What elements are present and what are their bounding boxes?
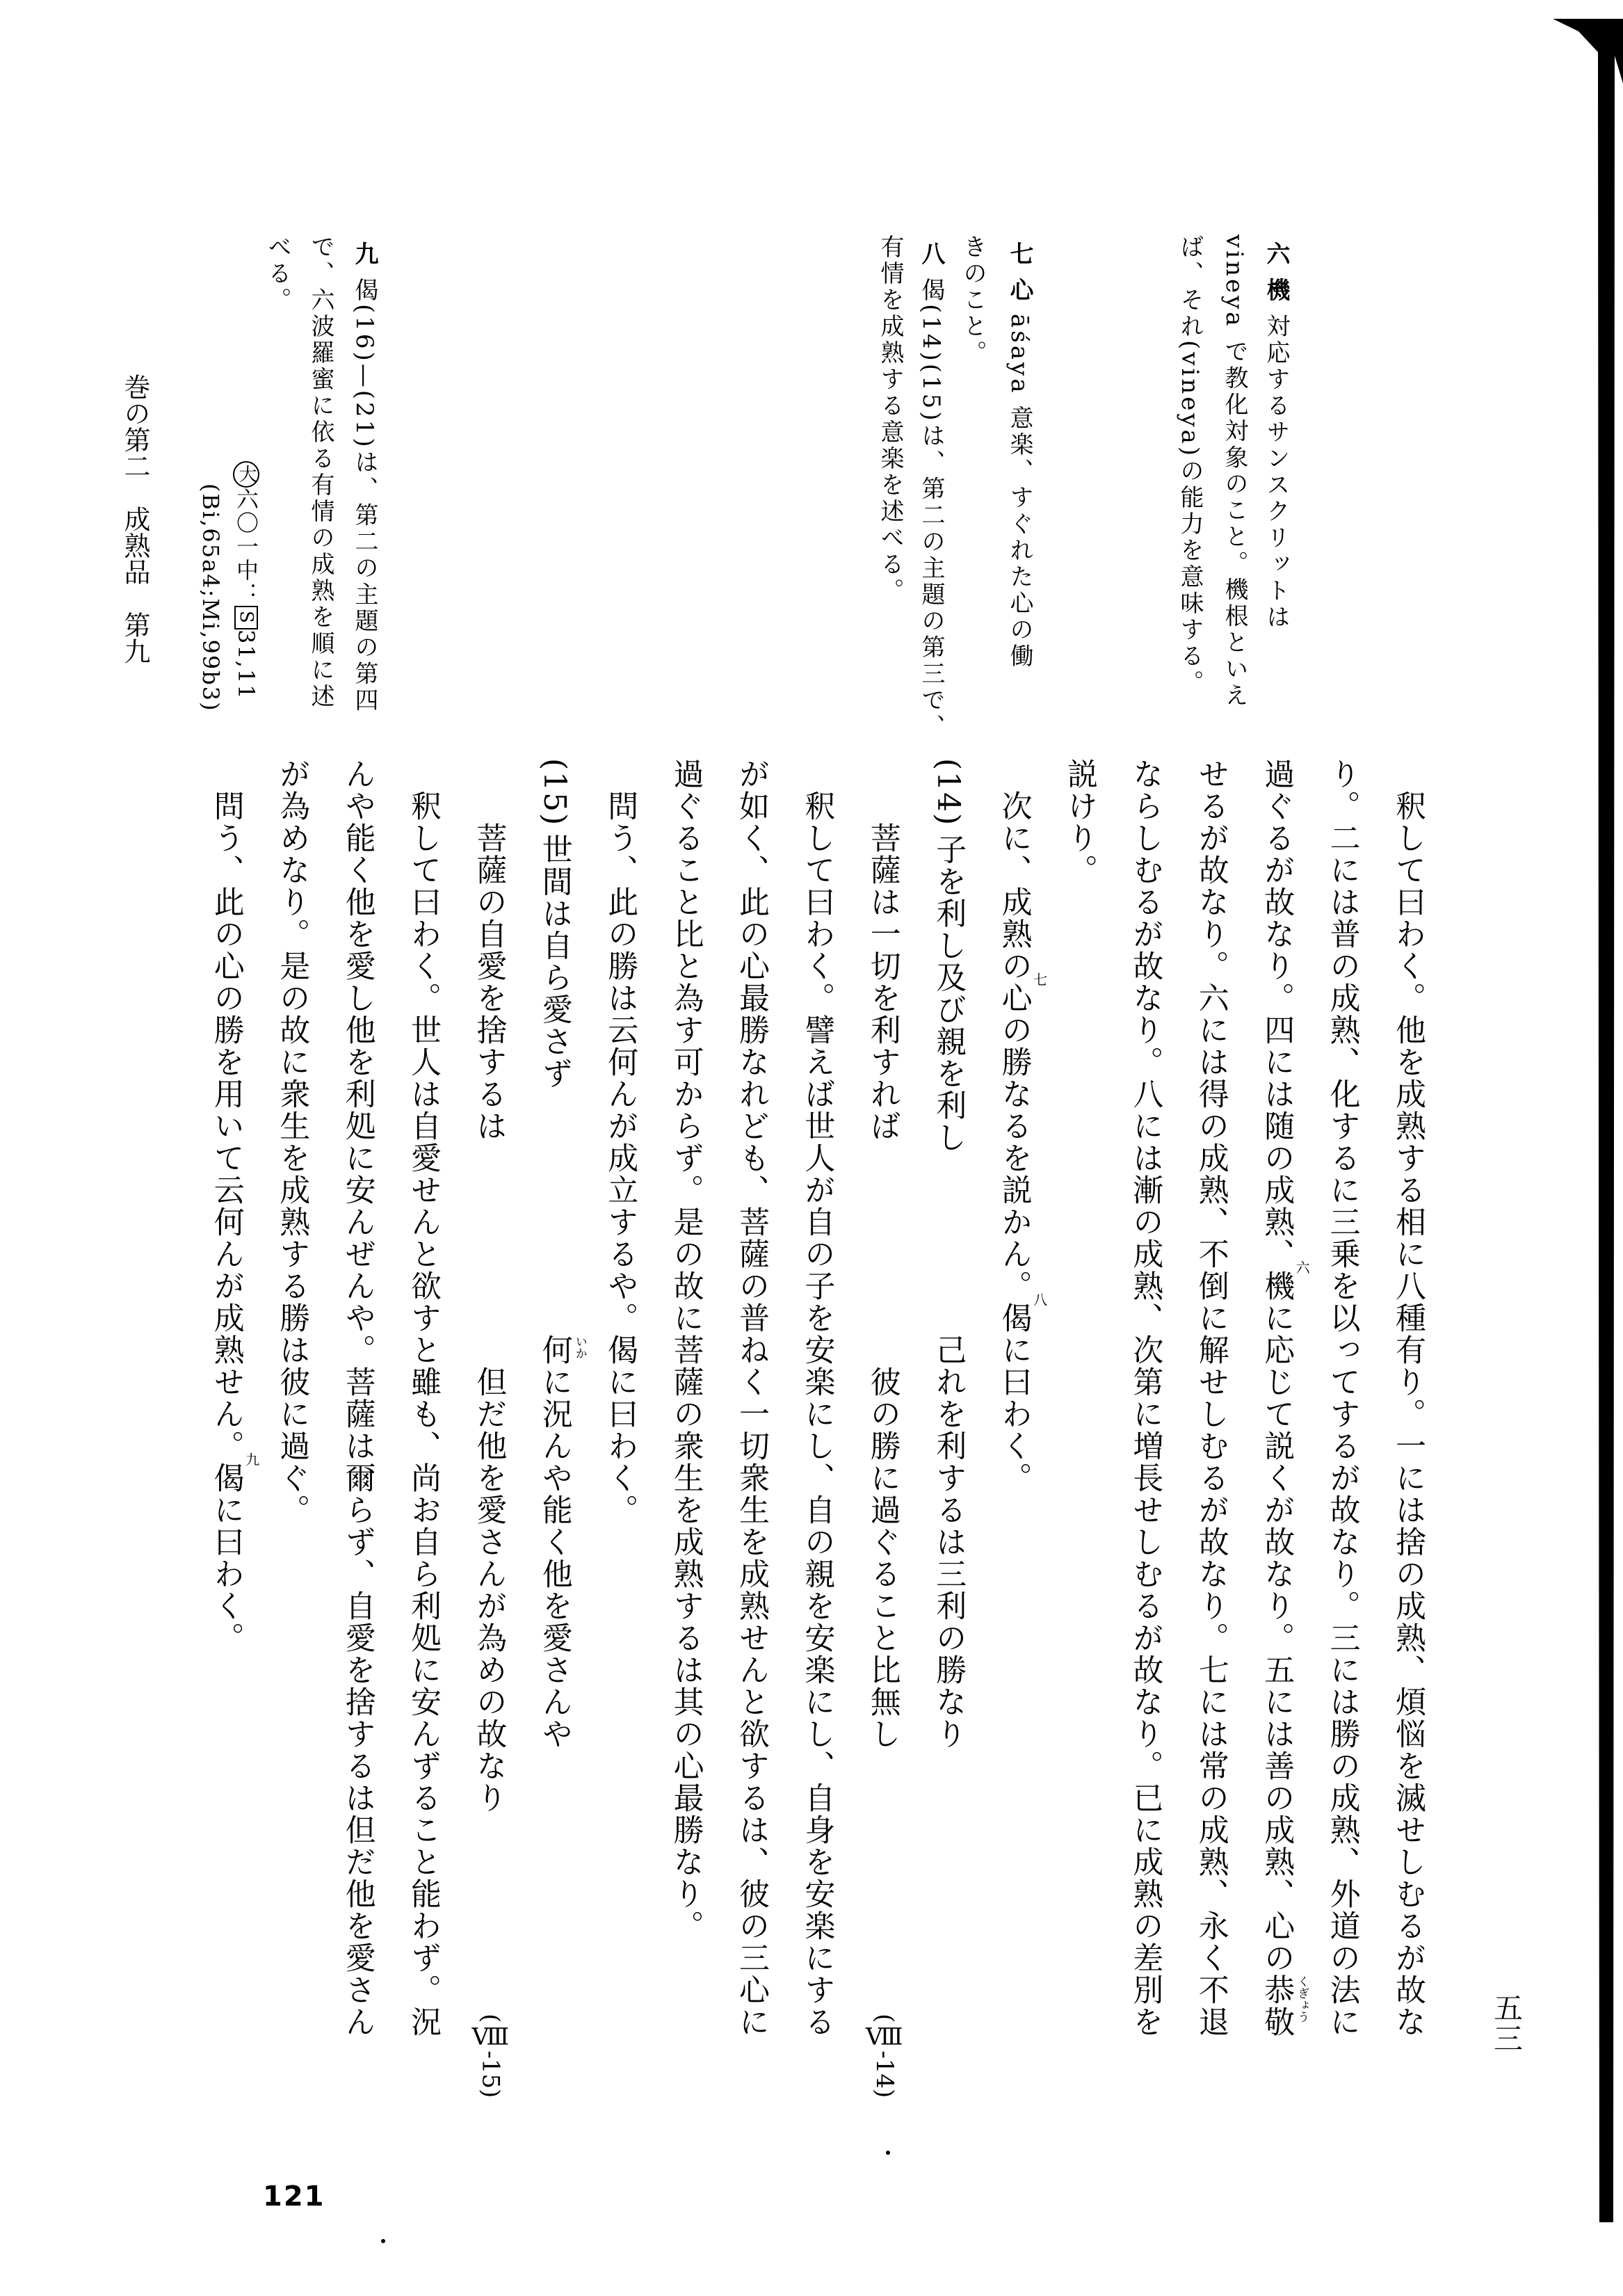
page-edge-bar	[1553, 19, 1623, 2222]
citation-other: (Bi,65a4;Mi,99b3)	[197, 483, 224, 712]
text-run: 説けり。	[1062, 758, 1097, 886]
s-ref: 31,11	[233, 629, 259, 700]
text-line	[1259, 758, 1311, 2038]
note-number: 六	[1262, 241, 1290, 268]
running-head: 巻の第二 成熟品 第九	[120, 374, 150, 664]
text-run: り。二には普の成熟、化するに三乗を以ってするが故なり。三には勝の成熟、外道の法に	[1324, 758, 1360, 2038]
note-number: 九	[350, 241, 378, 268]
note-line	[959, 234, 987, 367]
text-run: に曰わく。	[996, 1334, 1032, 1494]
note-text: 有情を成熟する意楽を述べる。	[876, 234, 904, 604]
note-line	[1176, 234, 1204, 696]
text-run: に曰わく。	[208, 1494, 244, 1654]
note-line	[264, 234, 291, 314]
note-line	[1220, 234, 1248, 709]
text-run: が如く、此の心最勝なれども、菩薩の普ねく一切衆生を成熟せんと欲するは、彼の三心に	[734, 758, 769, 2038]
text-line	[274, 758, 310, 1526]
text-run: 世間は自ら愛さず	[536, 833, 572, 1090]
text-run: 問う、此の勝は云何んが成立するや。偈に曰わく。	[602, 790, 638, 1526]
citation-taisho	[234, 461, 262, 700]
text-run: 釈して曰わく。譬えば世人が自の子を安楽にし、自の親を安楽にし、自身を安楽にする	[799, 790, 835, 2038]
note-text: āśaya 意楽、すぐれた心の働	[1006, 314, 1033, 671]
verse-line-lower	[864, 1366, 901, 1750]
note-line	[350, 241, 378, 714]
text-run: に況んや能く他を愛さんや	[536, 1366, 572, 1750]
note-term: 機	[1262, 278, 1290, 304]
verse-line-upper	[471, 822, 507, 1142]
note-marker: 八	[1031, 1292, 1048, 1306]
base-text: 偈	[996, 1302, 1032, 1334]
note-line	[1006, 241, 1033, 670]
note-text: べる。	[264, 234, 291, 314]
text-run: んや能く他を愛し他を利処に安んぜんや。菩薩は爾らず、自愛を捨するは但だ他を愛さん	[339, 758, 376, 2038]
verse-line-lower	[930, 1334, 967, 1750]
note-text: きのこと。	[959, 234, 987, 367]
verse-number: (14)	[930, 758, 967, 827]
verse-line-upper	[538, 758, 570, 1089]
text-line	[1129, 758, 1161, 2038]
text-run: に応じて説くが故なり。五には善の成熟、心の	[1259, 1302, 1295, 1974]
verse-number: (15)	[536, 758, 572, 827]
note-ref-base	[996, 1292, 1048, 1334]
taisho-ref: 六〇一中：	[233, 488, 259, 606]
verse-line-upper	[930, 758, 967, 1154]
text-line	[1326, 758, 1358, 2038]
text-run: の勝なるを説かん。	[996, 1014, 1032, 1302]
note-line	[1262, 241, 1290, 631]
taisho-mark: 大	[233, 461, 259, 488]
note-ref-base	[208, 1452, 260, 1494]
text-run: 菩薩の自愛を捨するは	[471, 822, 507, 1142]
note-line	[876, 234, 904, 604]
text-run: 釈して曰わく。他を成熟する相に八種有り。一には捨の成熟、煩悩を滅せしむるが故な	[1390, 790, 1426, 2038]
text-line	[1195, 758, 1227, 2038]
paragraph-start-line	[407, 790, 439, 2038]
verse-line-upper	[864, 822, 901, 1142]
base-text: 偈	[208, 1462, 244, 1494]
text-line	[339, 758, 376, 2038]
verse-reference: (Ⅷ-15)	[476, 2014, 505, 2098]
text-run: が為めなり。是の故に衆生を成熟する勝は彼に過ぐ。	[274, 758, 310, 1526]
text-line	[1063, 758, 1095, 886]
text-run: 次に、成熟の	[996, 790, 1032, 982]
note-number: 八	[917, 241, 945, 268]
text-run: 彼の勝に過ぐること比無し	[864, 1366, 901, 1750]
note-text: 偈(14)(15)は、第二の主題の第三で、	[917, 278, 945, 741]
text-run: 子を利し及び親を利し	[930, 833, 967, 1154]
ruby-base	[1259, 1974, 1309, 2038]
kanji-page-number: 五三	[1489, 1993, 1524, 2054]
note-marker: 七	[1031, 972, 1048, 986]
verse-reference: (Ⅷ-14)	[870, 2014, 898, 2098]
text-run: 菩薩は一切を利すれば	[864, 822, 901, 1142]
text-run: 過ぐること比と為す可からず。是の故に菩薩の衆生を成熟するは其の心最勝なり。	[668, 758, 704, 1942]
base-text: 心	[996, 982, 1032, 1014]
text-run: 己れを利するは三利の勝なり	[930, 1334, 967, 1750]
speck	[886, 2151, 890, 2155]
note-text: で、六波羅蜜に依る有情の成熟を順に述	[307, 234, 334, 710]
base-text: 何	[536, 1334, 572, 1366]
paragraph-start-line	[799, 790, 835, 2038]
ruby-reading: いか	[572, 1335, 587, 1359]
note-marker: 六	[1293, 1260, 1311, 1274]
speck	[381, 2239, 385, 2243]
base-text: 機	[1259, 1270, 1295, 1302]
text-line	[735, 758, 767, 2038]
note-term: 心	[1006, 278, 1033, 304]
text-run: ならしむるが故なり。八には漸の成熟、次第に増長せしむるが故なり。已に成熟の差別を	[1127, 758, 1163, 2038]
note-text: 偈(16)—(21)は、第二の主題の第四	[350, 278, 378, 714]
text-run: 但だ他を愛さんが為めの故なり	[471, 1366, 507, 1814]
ruby-base	[536, 1334, 587, 1366]
note-ref-base	[996, 972, 1048, 1014]
text-run: 過ぐるが故なり。四には随の成熟、	[1259, 758, 1295, 1270]
paragraph-start-line	[996, 790, 1048, 1494]
note-line	[917, 241, 945, 741]
ruby-reading: くぎょう	[1295, 1975, 1309, 2023]
page-number: 121	[263, 2181, 325, 2213]
s-mark: S	[234, 606, 258, 629]
note-ref-base	[1259, 1260, 1311, 1302]
note-text: vineya で教化対象のこと。機根といえ	[1220, 234, 1248, 709]
text-line	[670, 758, 702, 1942]
text-run: 問う、此の心の勝を用いて云何んが成熟せん。	[208, 790, 244, 1462]
paragraph-start-line	[1390, 790, 1426, 2038]
note-text: 対応するサンスクリットは	[1262, 314, 1290, 631]
paragraph-start-line	[604, 790, 636, 1526]
note-marker: 九	[243, 1452, 260, 1466]
verse-line-lower	[471, 1366, 507, 1814]
text-run: せるが故なり。六には得の成熟、不倒に解せしむるが故なり。七には常の成熟、永く不退	[1193, 758, 1229, 2038]
note-number: 七	[1006, 241, 1033, 268]
base-text: 恭敬	[1259, 1974, 1295, 2038]
note-text: ば、それ(vineya)の能力を意味する。	[1176, 234, 1204, 697]
paragraph-start-line	[208, 790, 260, 1654]
text-run: 釈して曰わく。世人は自愛せんと欲すと雖も、尚お自ら利処に安んずること能わず。況	[405, 790, 441, 2038]
verse-line-lower	[536, 1334, 587, 1750]
note-line	[307, 234, 334, 710]
